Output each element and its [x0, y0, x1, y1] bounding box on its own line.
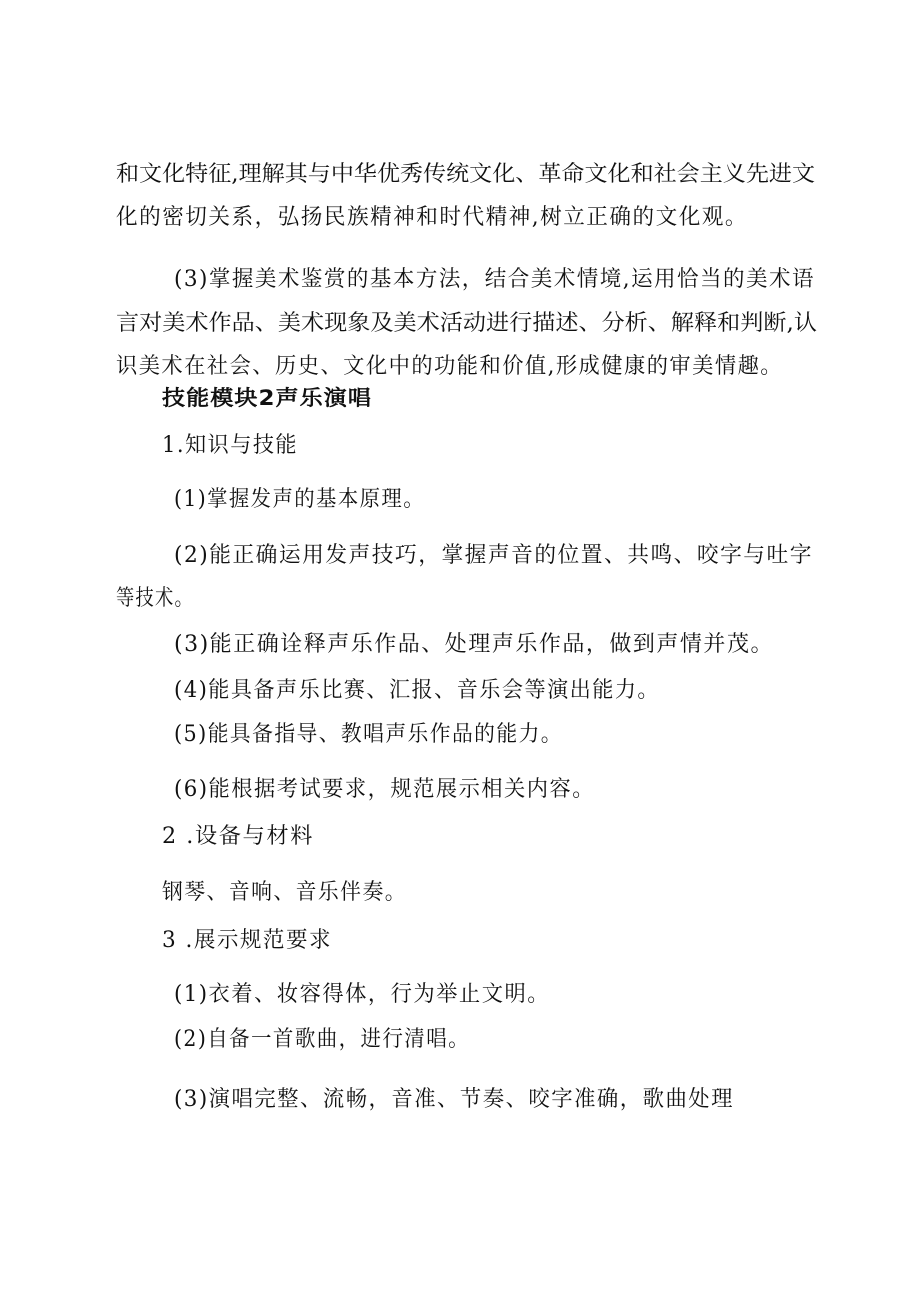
section-3-title: 3 .展示规范要求	[162, 928, 332, 953]
paragraph-appreciation-line-2: 言对美术作品、美术现象及美术活动进行描述、分析、解释和判断,认	[116, 311, 818, 336]
section-3-item-3: (3)演唱完整、流畅，音准、节奏、咬字准确，歌曲处理	[174, 1087, 734, 1112]
section-3-item-1: (1)衣着、妆容得体，行为举止文明。	[174, 982, 550, 1007]
section-1-item-5: (5)能具备指导、教唱声乐作品的能力。	[174, 722, 563, 747]
section-1-item-2-line-1: (2)能正确运用发声技巧，掌握声音的位置、共鸣、咬字与吐字	[174, 543, 813, 568]
section-1-item-4: (4)能具备声乐比赛、汇报、音乐会等演出能力。	[174, 678, 661, 703]
section-1-item-6: (6)能根据考试要求，规范展示相关内容。	[174, 777, 595, 802]
section-2-content: 钢琴、音响、音乐伴奏。	[162, 880, 407, 905]
paragraph-appreciation-line-3: 识美术在社会、历史、文化中的功能和价值,形成健康的审美情趣。	[116, 354, 784, 379]
paragraph-appreciation-line-1: (3)掌握美术鉴赏的基本方法，结合美术情境,运用恰当的美术语	[174, 267, 816, 292]
section-1-title: 1.知识与技能	[162, 433, 298, 458]
section-2-title: 2 .设备与材料	[162, 824, 314, 849]
paragraph-culture-line-1: 和文化特征,理解其与中华优秀传统文化、革命文化和社会主义先进文	[116, 162, 816, 187]
paragraph-culture-line-2: 化的密切关系，弘扬民族精神和时代精神,树立正确的文化观。	[116, 205, 749, 230]
section-1-item-1: (1)掌握发声的基本原理。	[174, 487, 425, 512]
section-1-item-3: (3)能正确诠释声乐作品、处理声乐作品，做到声情并茂。	[174, 632, 774, 657]
section-1-item-2-line-2: 等技术。	[116, 586, 194, 611]
section-3-item-2: (2)自备一首歌曲，进行清唱。	[174, 1027, 471, 1052]
module-heading: 技能模块2声乐演唱	[162, 386, 373, 410]
